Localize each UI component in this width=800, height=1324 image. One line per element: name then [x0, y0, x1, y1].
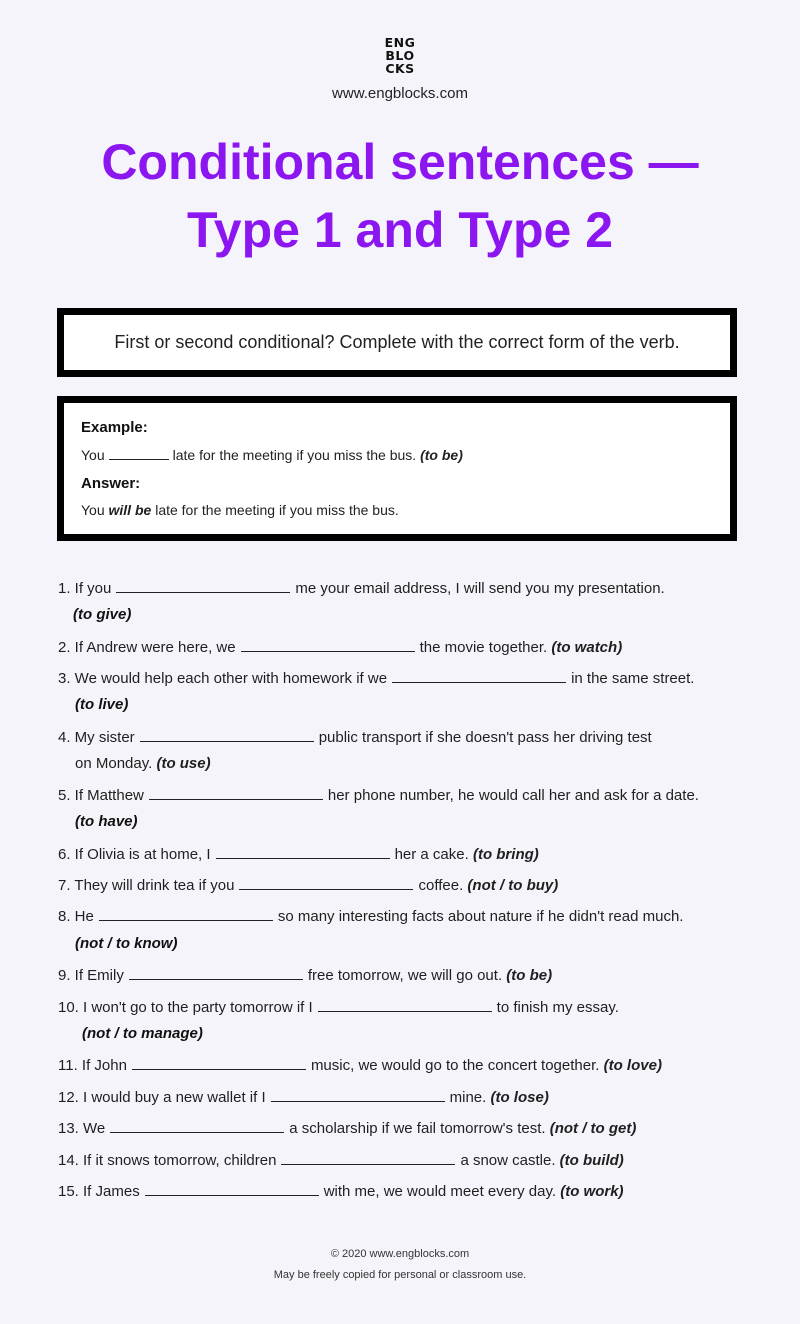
title-line-1: Conditional sentences — [101, 134, 699, 190]
question-text: her a cake. [394, 846, 469, 863]
question-hint: (not / to buy) [467, 877, 559, 894]
question-text: 14. If it snows tomorrow, children [58, 1152, 277, 1169]
example-sentence [81, 447, 463, 463]
question-text: 5. If Matthew [58, 787, 144, 804]
answer-blank[interactable] [271, 1087, 445, 1102]
question-8-hint: (not / to know) [75, 935, 178, 952]
question-11 [58, 1055, 662, 1076]
question-13 [58, 1118, 636, 1139]
answer-blank[interactable] [239, 875, 413, 890]
answer-blank[interactable] [149, 785, 323, 800]
logo-line: ENG [384, 35, 416, 50]
question-text: so many interesting facts about nature if he didn't read much. [277, 908, 684, 925]
question-8 [58, 906, 683, 927]
example-hint: (to be) [420, 447, 463, 463]
question-hint: (to use) [156, 755, 211, 772]
question-text: her phone number, he would call her and ask for a date. [327, 787, 699, 804]
question-hint: (to love) [603, 1057, 662, 1074]
answer-blank[interactable] [281, 1150, 455, 1165]
question-3 [58, 668, 694, 689]
question-hint: (to work) [560, 1183, 624, 1200]
question-14 [58, 1150, 624, 1171]
answer-bold: will be [108, 502, 152, 518]
answer-blank[interactable] [129, 965, 303, 980]
answer-blank[interactable] [116, 578, 290, 593]
question-4-continuation [75, 754, 211, 774]
answer-blank[interactable] [216, 844, 390, 859]
question-5-hint: (to have) [75, 813, 138, 830]
question-6 [58, 844, 539, 865]
question-text: 8. He [58, 908, 94, 925]
footer-license: May be freely copied for personal or classroom use. [273, 1269, 527, 1281]
question-text: 15. If James [58, 1183, 140, 1200]
question-hint: (to watch) [551, 639, 623, 656]
question-hint: (to bring) [472, 846, 539, 863]
question-2 [58, 637, 622, 658]
answer-blank[interactable] [140, 727, 314, 742]
question-text: 3. We would help each other with homework if we [58, 670, 388, 687]
question-text: a scholarship if we fail tomorrow's test. [289, 1120, 546, 1137]
answer-end: late for the meeting if you miss the bus. [155, 502, 399, 518]
logo-line: CKS [385, 61, 415, 76]
answer-blank[interactable] [392, 668, 566, 683]
footer-copyright: © 2020 www.engblocks.com [330, 1248, 470, 1260]
question-text: free tomorrow, we will go out. [307, 967, 503, 984]
question-text: me your email address, I will send you my presentation. [295, 580, 665, 597]
question-text: 6. If Olivia is at home, I [58, 846, 211, 863]
engblocks-logo [0, 36, 800, 75]
answer-label: Answer: [81, 475, 141, 492]
question-text: 4. My sister [58, 729, 135, 746]
question-5 [58, 785, 699, 806]
question-text: mine. [449, 1089, 487, 1106]
question-10 [58, 997, 619, 1018]
question-text: 2. If Andrew were here, we [58, 639, 236, 656]
answer-blank[interactable] [318, 997, 492, 1012]
answer-blank[interactable] [145, 1181, 319, 1196]
question-text: 13. We [58, 1120, 106, 1137]
example-sentence-start: You [81, 447, 105, 463]
question-text: the movie together. [419, 639, 548, 656]
question-text: to finish my essay. [496, 999, 619, 1016]
site-url: www.engblocks.com [332, 85, 468, 102]
answer-blank[interactable] [241, 637, 415, 652]
question-text: with me, we would meet every day. [323, 1183, 557, 1200]
example-blank [109, 447, 169, 460]
question-text: 10. I won't go to the party tomorrow if I [58, 999, 313, 1016]
instruction-box [57, 308, 737, 377]
answer-sentence [81, 502, 399, 518]
question-text: a snow castle. [460, 1152, 556, 1169]
page-title [0, 128, 800, 264]
question-3-hint: (to live) [75, 696, 129, 713]
question-text: 12. I would buy a new wallet if I [58, 1089, 266, 1106]
question-text: on Monday. [75, 755, 153, 772]
question-9 [58, 965, 552, 986]
question-text: 7. They will drink tea if you [58, 877, 235, 894]
example-box [57, 396, 737, 541]
example-sentence-end: late for the meeting if you miss the bus. [172, 447, 417, 463]
question-hint: (to be) [506, 967, 553, 984]
answer-blank[interactable] [99, 906, 273, 921]
instruction-text: First or second conditional? Complete with the correct form of the verb. [114, 332, 680, 352]
question-10-hint: (not / to manage) [82, 1025, 203, 1042]
question-1 [58, 578, 665, 599]
question-7 [58, 875, 558, 896]
example-label: Example: [81, 419, 148, 436]
question-hint: (not / to get) [549, 1120, 637, 1137]
question-text: 9. If Emily [58, 967, 124, 984]
question-text: in the same street. [571, 670, 695, 687]
question-15 [58, 1181, 624, 1202]
logo-line: BLO [385, 48, 415, 63]
answer-start: You [81, 502, 105, 518]
answer-blank[interactable] [110, 1118, 284, 1133]
question-1-hint: (to give) [73, 606, 132, 623]
question-text: music, we would go to the concert together. [310, 1057, 600, 1074]
question-text: public transport if she doesn't pass her driving test [318, 729, 652, 746]
question-text: 1. If you [58, 580, 112, 597]
question-4 [58, 727, 652, 748]
question-12 [58, 1087, 549, 1108]
answer-blank[interactable] [132, 1055, 306, 1070]
question-text: 11. If John [58, 1057, 127, 1074]
question-text: coffee. [418, 877, 464, 894]
title-line-2: Type 1 and Type 2 [186, 202, 614, 258]
question-hint: (to build) [559, 1152, 624, 1169]
question-hint: (to lose) [490, 1089, 549, 1106]
